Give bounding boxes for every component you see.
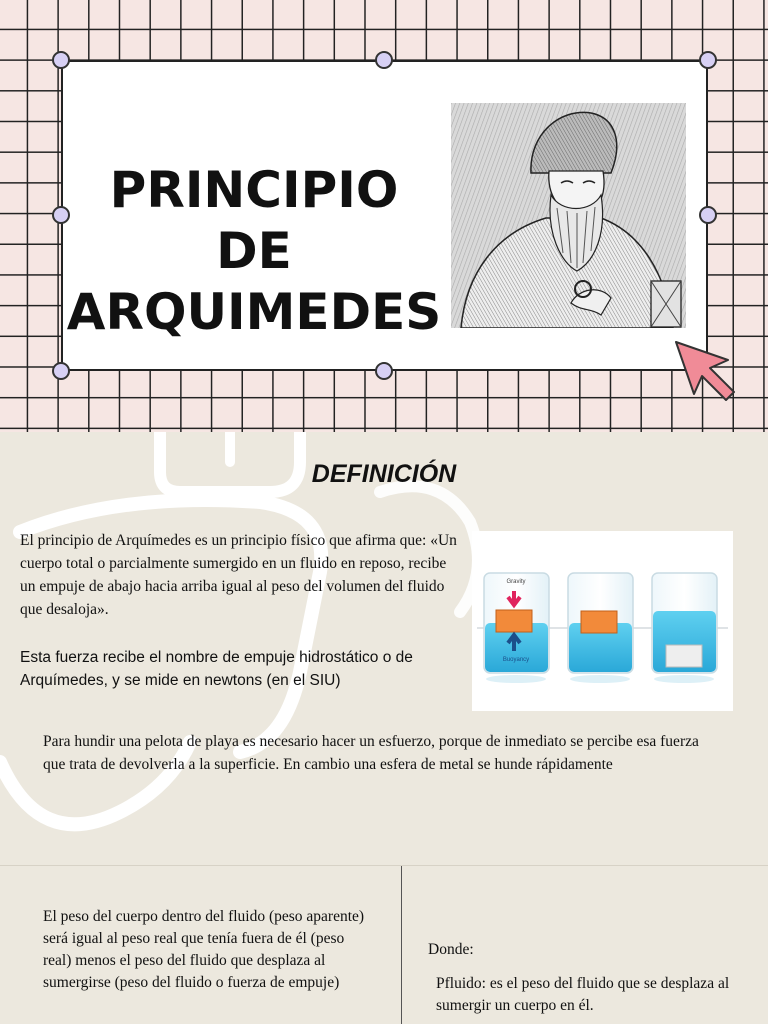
definition-paragraph: El principio de Arquímedes es un principio físico que afirma que: «Un cuerpo total o parcialmente sumergido en un fluido en reposo, recibe un empuje de abajo hacia arriba igual al peso del volumen del fluido que desaloja». bbox=[20, 532, 457, 618]
title-line-1: PRINCIPIO bbox=[109, 161, 399, 219]
buoyancy-label: Buoyancy bbox=[502, 657, 530, 663]
selection-handle bbox=[375, 51, 393, 69]
selection-handle bbox=[375, 362, 393, 380]
archimedes-portrait bbox=[451, 103, 686, 328]
page-title bbox=[66, 160, 442, 343]
apparent-weight-paragraph: El peso del cuerpo dentro del fluido (peso aparente) será igual al peso real que tenía fuera de él (peso real) menos el peso del fluido que desplaza al sumergirse (peso del fluido o fuerza de empuje) bbox=[43, 908, 365, 991]
section-divider bbox=[0, 865, 768, 866]
section-heading-definicion: DEFINICIÓN bbox=[311, 460, 457, 488]
selection-handle bbox=[52, 362, 70, 380]
example-paragraph: Para hundir una pelota de playa es necesario hacer un esfuerzo, porque de inmediato se percibe esa fuerza que trata de devolverla a la superficie. En cambio una esfera de metal se hunde rápidamente bbox=[43, 733, 699, 773]
pointer-cursor-icon bbox=[672, 338, 740, 406]
selection-handle bbox=[699, 206, 717, 224]
title-line-3: ARQUIMEDES bbox=[66, 283, 442, 341]
selection-handle bbox=[699, 51, 717, 69]
where-label: Donde: bbox=[428, 941, 474, 958]
pfluido-definition: Pfluido: es el peso del fluido que se desplaza al sumergir un cuerpo en él. bbox=[436, 975, 730, 1014]
title-line-2: DE bbox=[216, 222, 292, 280]
gravity-label: Gravity bbox=[506, 579, 526, 585]
buoyancy-beakers-figure bbox=[472, 531, 733, 711]
buoyancy-paragraph: Esta fuerza recibe el nombre de empuje hidrostático o de Arquímedes, y se mide en newtons (en el SIU) bbox=[20, 649, 413, 689]
selection-handle bbox=[52, 51, 70, 69]
column-divider bbox=[401, 866, 402, 1024]
